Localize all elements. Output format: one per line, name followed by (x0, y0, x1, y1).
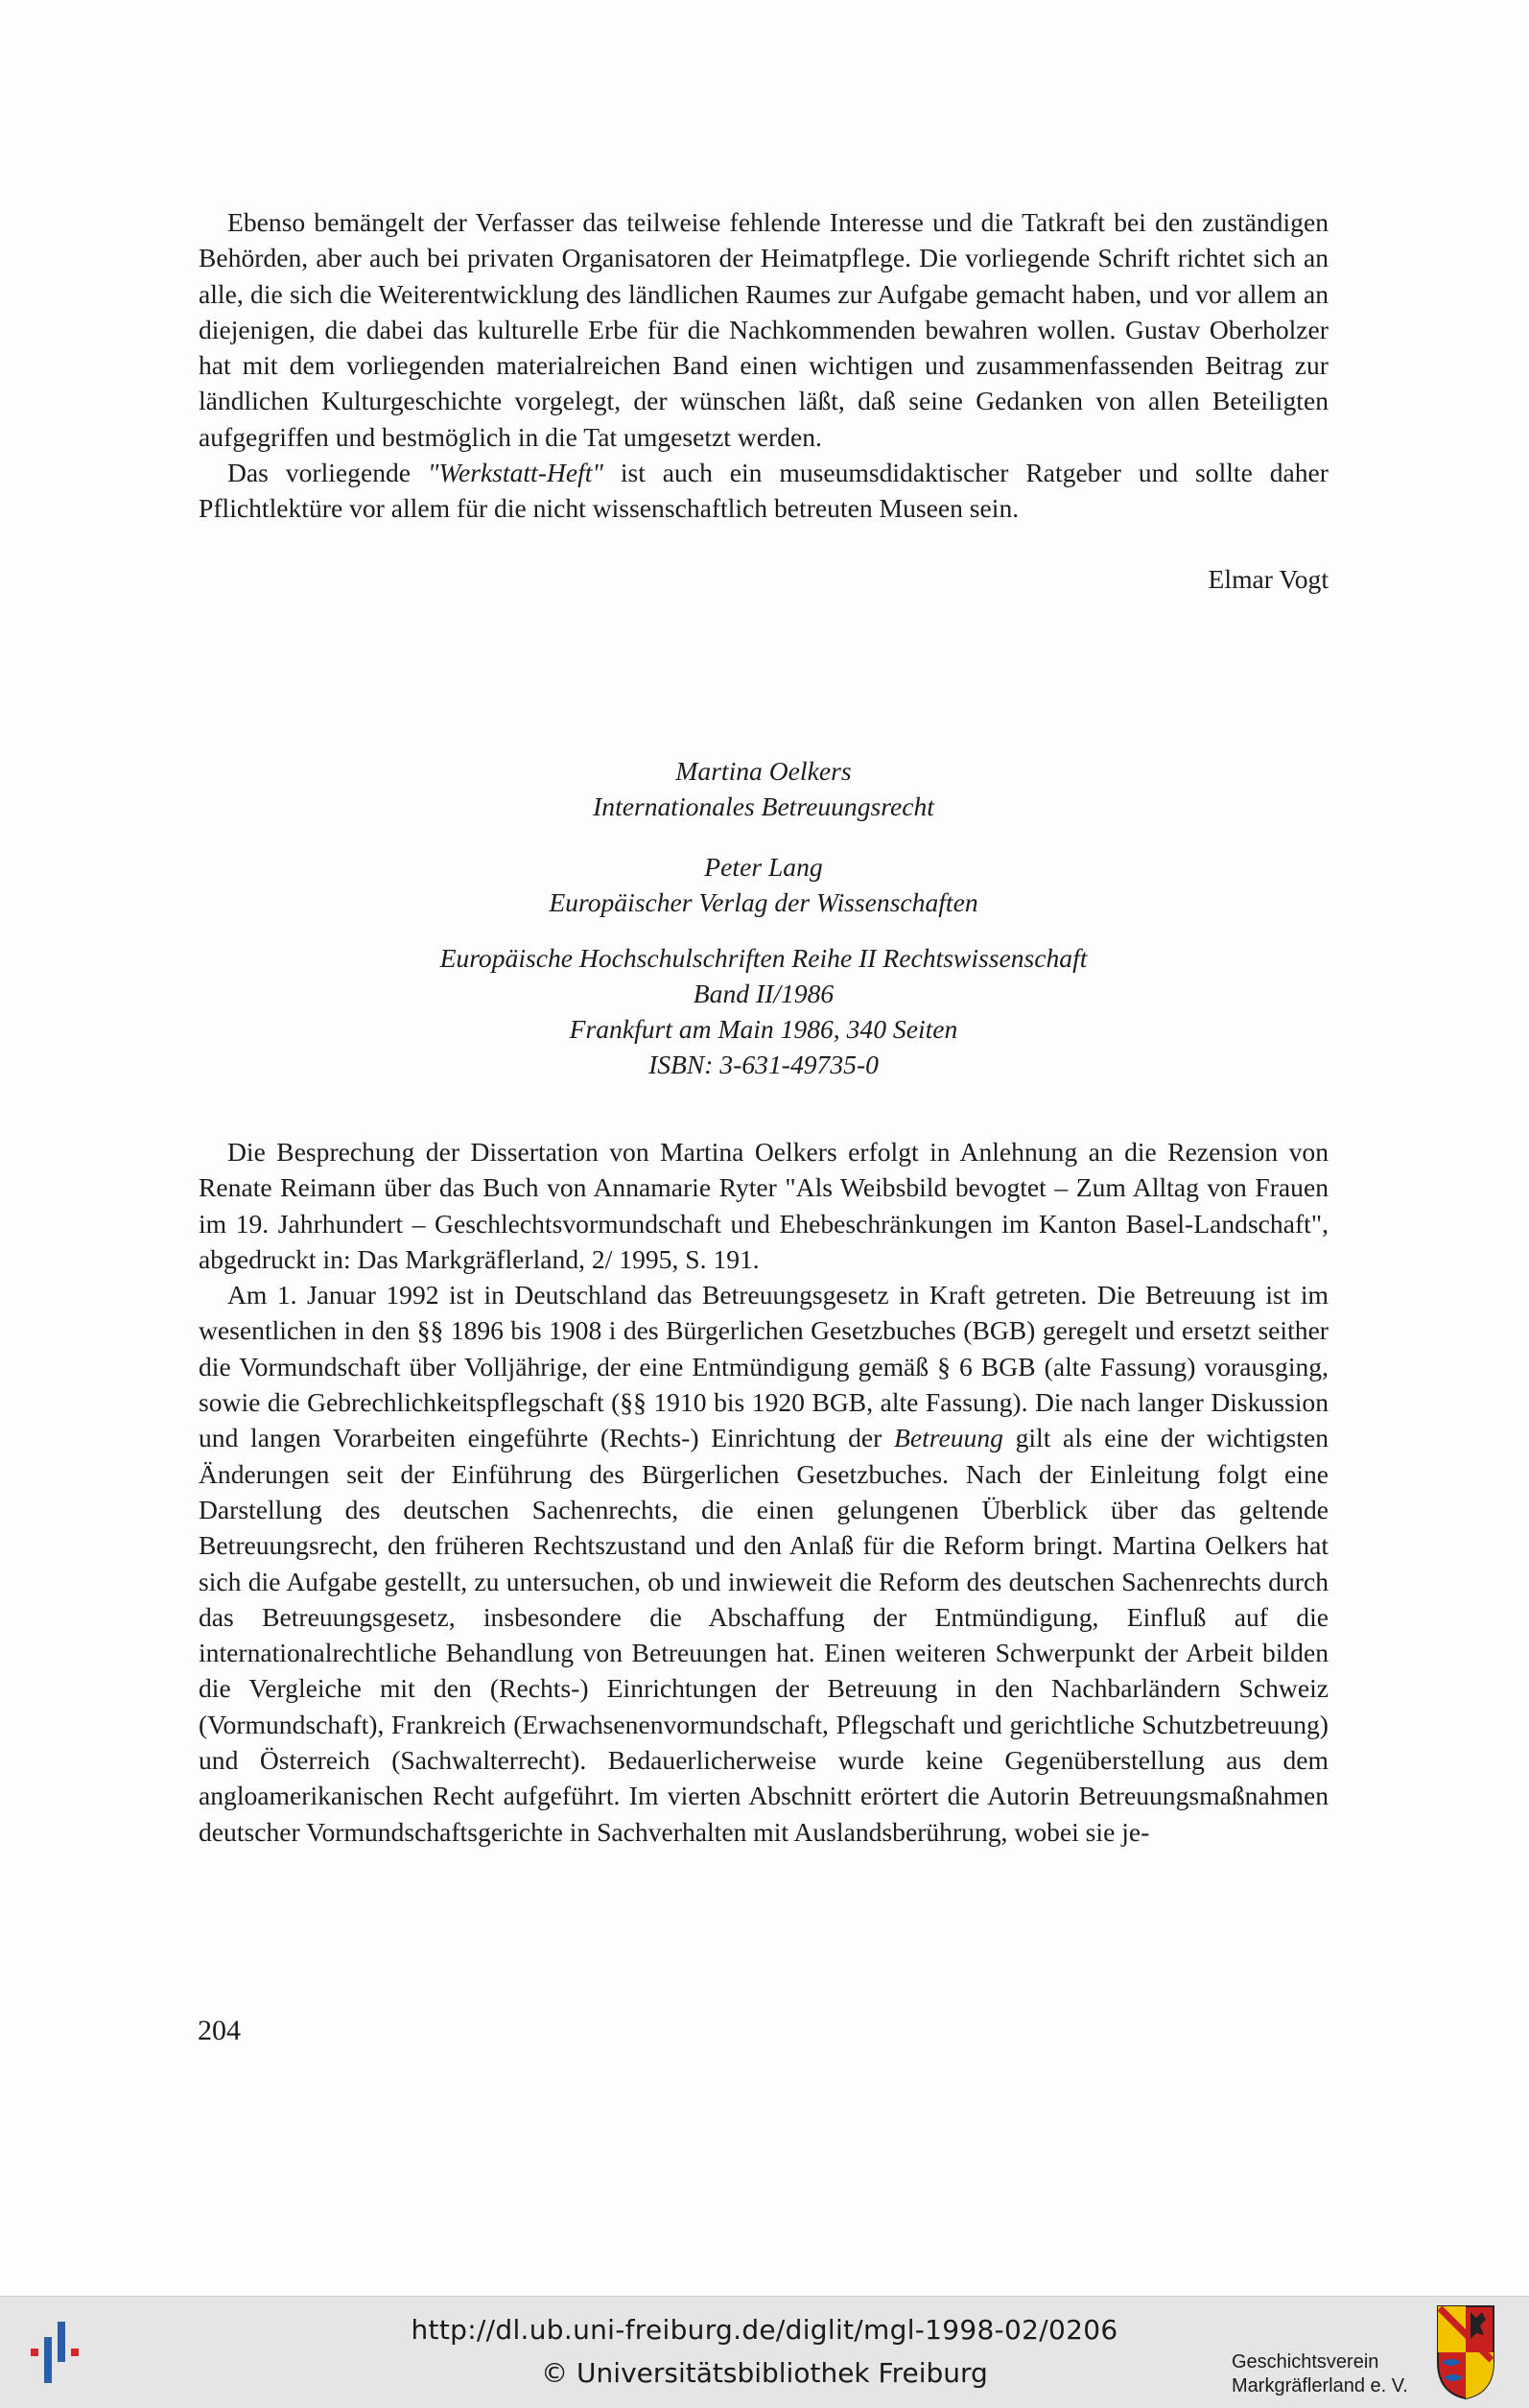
intro-section (199, 204, 1329, 527)
book-author-title (199, 753, 1329, 824)
book-volume: Band II/1986 (693, 979, 835, 1008)
publisher-name: Peter Lang (704, 852, 823, 882)
book-publisher (199, 849, 1329, 920)
viewer-footer (0, 2296, 1529, 2408)
book-author: Martina Oelkers (675, 756, 852, 786)
book-isbn: ISBN: 3-631-49735-0 (648, 1050, 879, 1079)
book-series-info (199, 940, 1329, 1082)
markgraeflerland-crest-icon (1436, 2304, 1495, 2400)
society-line-2: Markgräflerland e. V. (1232, 2375, 1408, 2396)
review-paragraph-2 (199, 1277, 1329, 1850)
society-line-1: Geschichtsverein (1232, 2351, 1379, 2373)
intro-p2-text-a: Das vorliegende (227, 458, 428, 488)
review-paragraph-1: Die Besprechung der Dissertation von Martina Oelkers erfolgt in Anlehnung an die Rezension von Renate Reimann über das Buch von Annamarie Ryter "Als Weibsbild bevogtet – Zum Alltag von Frauen im 19. Jahrhundert – Geschlechtsvormundschaft und Ehebeschränkungen im Kanton Basel-Landschaft", abgedruckt in: Das Markgräflerland, 2/ 1995, S. 191. (199, 1137, 1329, 1274)
review-p2-emphasis: Betreuung (894, 1423, 1003, 1453)
book-place: Frankfurt am Main 1986, 340 Seiten (569, 1014, 958, 1044)
document-url-link[interactable]: http://dl.ub.uni-freiburg.de/diglit/mgl-1998-02/0206 (411, 2314, 1118, 2346)
book-title: Internationales Betreuungsrecht (593, 791, 934, 821)
book-series: Europäische Hochschulschriften Reihe II Rechtswissenschaft (439, 943, 1088, 973)
publisher-subtitle: Europäischer Verlag der Wissenschaften (549, 887, 978, 917)
society-name (1232, 2350, 1408, 2398)
review-section (199, 1134, 1329, 1850)
copyright-text: © Universitätsbibliothek Freiburg (541, 2357, 988, 2389)
review-signature: Elmar Vogt (1208, 564, 1329, 594)
intro-paragraph-1: Ebenso bemängelt der Verfasser das teilweise fehlende Interesse und die Tatkraft bei den zuständigen Behörden, aber auch bei privaten Organisatoren der Heimatpflege. Die vorliegende Schrift richtet sich an alle, die sich die Weiterentwicklung des ländlichen Raumes zur Aufgabe gemacht haben, und vor allem an diejenigen, die dabei das kulturelle Erbe für die Nachkommenden bewahren wollen. Gustav Oberholzer hat mit dem vorliegenden materialreichen Band einen wichtigen und zusammenfassenden Beitrag zur ländlichen Kulturgeschichte vorgelegt, der wünschen läßt, daß seine Gedanken von allen Beteiligten aufgegriffen und bestmöglich in die Tat umgesetzt werden. (199, 207, 1329, 452)
intro-paragraph-2 (199, 455, 1329, 527)
intro-p2-text-b: ist auch ein museumsdidaktischer Ratgeber und sollte daher Pflichtlektüre vor allem für die nicht wissenschaftlich betreuten Museen sein. (199, 458, 1329, 524)
intro-p2-emphasis: "Werkstatt-Heft" (427, 458, 603, 488)
review-p2-text-b: gilt als eine der wichtigsten Änderungen seit der Einführung des Bürgerlichen Gesetzbuches. Nach der Einleitung folgt eine Darstellung des deutschen Sachenrechts, die einen gelungenen Überblick über das geltende Betreuungsrecht, den früheren Rechtszustand und den Anlaß für die Reform bringt. Martina Oelkers hat sich die Aufgabe gestellt, zu untersuchen, ob und inwieweit die Reform des deutschen Sachenrechts durch das Betreuungsgesetz, insbesondere die Abschaffung der Entmündigung, Einfluß auf die internationalrechtliche Behandlung von Betreuungen hat. Einen weiteren Schwerpunkt der Arbeit bilden die Vergleiche mit den (Rechts-) Einrichtungen der Betreuung in den Nachbarländern Schweiz (Vormundschaft), Frankreich (Erwachsenenvormundschaft, Pflegschaft und gerichtliche Schutzbetreuung) und Österreich (Sachwalterrecht). Bedauerlicherweise wurde keine Gegenüberstellung aus dem angloamerikanischen Recht aufgeführt. Im vierten Abschnitt erörtert die Autorin Betreuungsmaßnahmen deutscher Vormundschaftsgerichte in Sachverhalten mit Auslandsberührung, wobei sie je- (199, 1423, 1329, 1847)
review-p2-text-a: Am 1. Januar 1992 ist in Deutschland das Betreuungsgesetz in Kraft getreten. Die Betreuung ist im wesentlichen in den §§ 1896 bis 1908 i des Bürgerlichen Gesetzbuches (BGB) geregelt und ersetzt seither die Vormundschaft über Volljährige, der eine Entmündigung gemäß § 6 BGB (alte Fassung) vorausging, sowie die Gebrechlichkeitspflegschaft (§§ 1910 bis 1920 BGB, alte Fassung). Die nach langer Diskussion und langen Vorarbeiten eingeführte (Rechts-) Einrichtung der (199, 1280, 1329, 1453)
page-number: 204 (198, 2015, 241, 2046)
